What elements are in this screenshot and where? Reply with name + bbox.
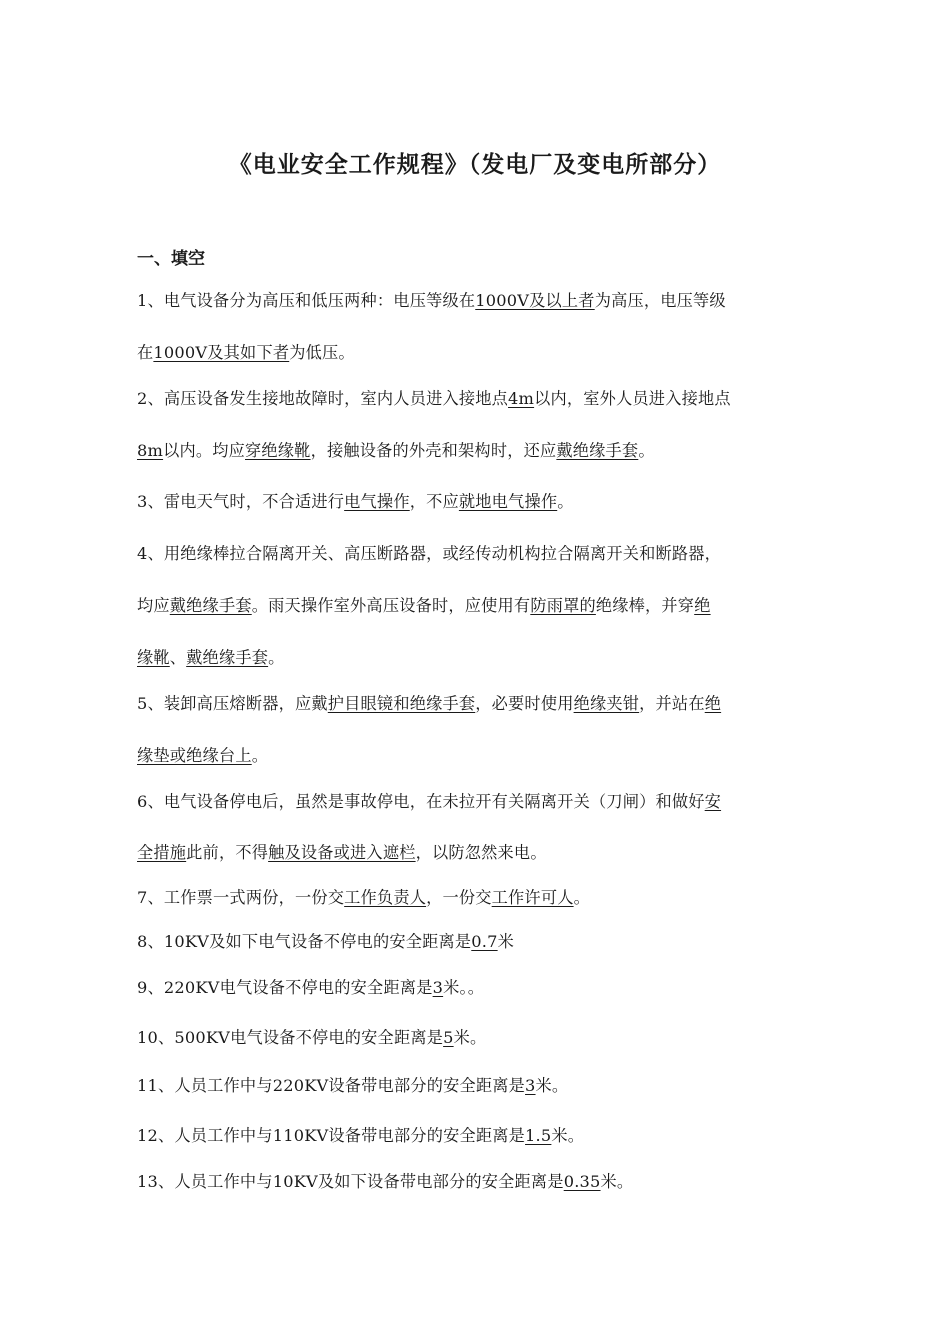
question-text: 。 [557,492,574,511]
answer-blank-text: 1.5 [525,1126,552,1145]
question-text: 以内，室外人员进入接地点 [534,389,731,408]
answer-blank-text: 缘靴 [137,648,170,667]
text-line [137,1074,568,1098]
question-text: 12、人员工作中与110KV设备带电部分的安全距离是 [137,1126,526,1145]
text-line [137,594,711,618]
answer-blank-text: 0.35 [563,1172,601,1191]
question-text: 3、雷电天气时，不合适进行 [137,492,345,511]
text-line [137,692,721,716]
answer-blank-text: 工作许可人 [491,888,574,907]
answer-blank-text: 绝缘夹钳 [573,694,640,713]
question-text: ，不应 [409,492,459,511]
answer-blank-text: 8m [137,441,164,460]
text-line [137,841,547,865]
question-text: 、 [169,648,187,667]
answer-blank-text: 1000V及以上者 [475,291,595,310]
text-line [137,1124,584,1148]
question-text: 米。。 [443,978,485,997]
text-line [137,439,655,463]
question-text: 5、装卸高压熔断器，应戴 [137,694,328,713]
answer-blank-text: 就地电气操作 [458,492,558,511]
question-text: 9、220KV电气设备不停电的安全距离是 [137,978,433,997]
question-text: 13、人员工作中与10KV及如下设备带电部分的安全距离是 [137,1172,564,1191]
text-line [137,886,590,910]
question-text: 7、工作票一式两份，一份交 [137,888,345,907]
question-text: ，并站在 [639,694,705,713]
question-text: ，一份交 [426,888,492,907]
question-text: 。 [638,441,655,460]
answer-blank-text: 电气操作 [344,492,410,511]
answer-blank-text: 1000V及其如下者 [153,343,290,362]
question-text: 在 [137,343,154,362]
question-text: 为低压。 [289,343,355,362]
answer-blank-text: 工作负责人 [344,888,427,907]
text-line [137,341,355,365]
question-text: ，以防忽然来电。 [415,843,547,862]
answer-blank-text: 防雨罩的 [530,596,596,615]
text-line [137,744,268,768]
answer-blank-text: 安 [704,792,722,811]
question-text: 6、电气设备停电后，虽然是事故停电，在未拉开有关隔离开关（刀闸）和做好 [137,792,705,811]
question-text: 米。 [551,1126,585,1145]
question-text: 11、人员工作中与220KV设备带电部分的安全距离是 [137,1076,526,1095]
question-text: 1、电气设备分为高压和低压两种：电压等级在 [137,291,476,310]
text-line [137,930,514,954]
question-text: 4、用绝缘棒拉合隔离开关、高压断路器，或经传动机构拉合隔离开关和断路器， [137,544,722,563]
answer-blank-text: 缘垫或绝缘台上 [137,746,252,765]
answer-blank-text: 触及设备或进入遮栏 [268,843,416,862]
question-text: 2、高压设备发生接地故障时，室内人员进入接地点 [137,389,509,408]
text-line [137,976,484,1000]
answer-blank-text: 绝 [704,694,722,713]
question-text: 。雨天操作室外高压设备时，应使用有 [251,596,531,615]
text-line [137,542,721,566]
answer-blank-text: 5 [443,1028,454,1047]
answer-blank-text: 穿绝缘靴 [245,441,311,460]
question-text: 。 [268,648,285,667]
answer-blank-text: 戴绝缘手套 [556,441,639,460]
question-text: 米。 [600,1172,634,1191]
section-heading: 一、填空 [137,249,205,269]
answer-blank-text: 0.7 [471,932,498,951]
answer-blank-text: 3 [525,1076,536,1095]
answer-blank-text: 绝 [694,596,711,615]
question-text: 。 [251,746,269,765]
text-line [137,790,721,814]
answer-blank-text: 戴绝缘手套 [169,596,252,615]
question-text: ，必要时使用 [475,694,574,713]
question-text: 米 [497,932,515,951]
document-title: 《电业安全工作规程》（发电厂及变电所部分） [228,152,722,178]
text-line [137,1170,633,1194]
question-text: 均应 [137,596,170,615]
answer-blank-text: 护目眼镜和绝缘手套 [327,694,476,713]
text-line [137,1026,486,1050]
question-text: ，接触设备的外壳和架构时，还应 [310,441,557,460]
text-line [137,289,726,313]
question-text: 为高压，电压等级 [594,291,726,310]
question-text: 8、10KV及如下电气设备不停电的安全距离是 [137,932,472,951]
question-text: 米。 [535,1076,569,1095]
text-line [137,646,285,670]
question-text: 以内。均应 [163,441,245,460]
answer-blank-text: 全措施 [137,843,187,862]
question-text: 绝缘棒，并穿 [595,596,695,615]
answer-blank-text: 4m [508,389,535,408]
text-line [137,387,731,411]
question-text: 米。 [453,1028,487,1047]
text-line [137,490,574,514]
answer-blank-text: 3 [432,978,444,997]
question-text: 10、500KV电气设备不停电的安全距离是 [137,1028,444,1047]
question-text: 。 [573,888,590,907]
question-text: 此前，不得 [186,843,269,862]
answer-blank-text: 戴绝缘手套 [186,648,269,667]
